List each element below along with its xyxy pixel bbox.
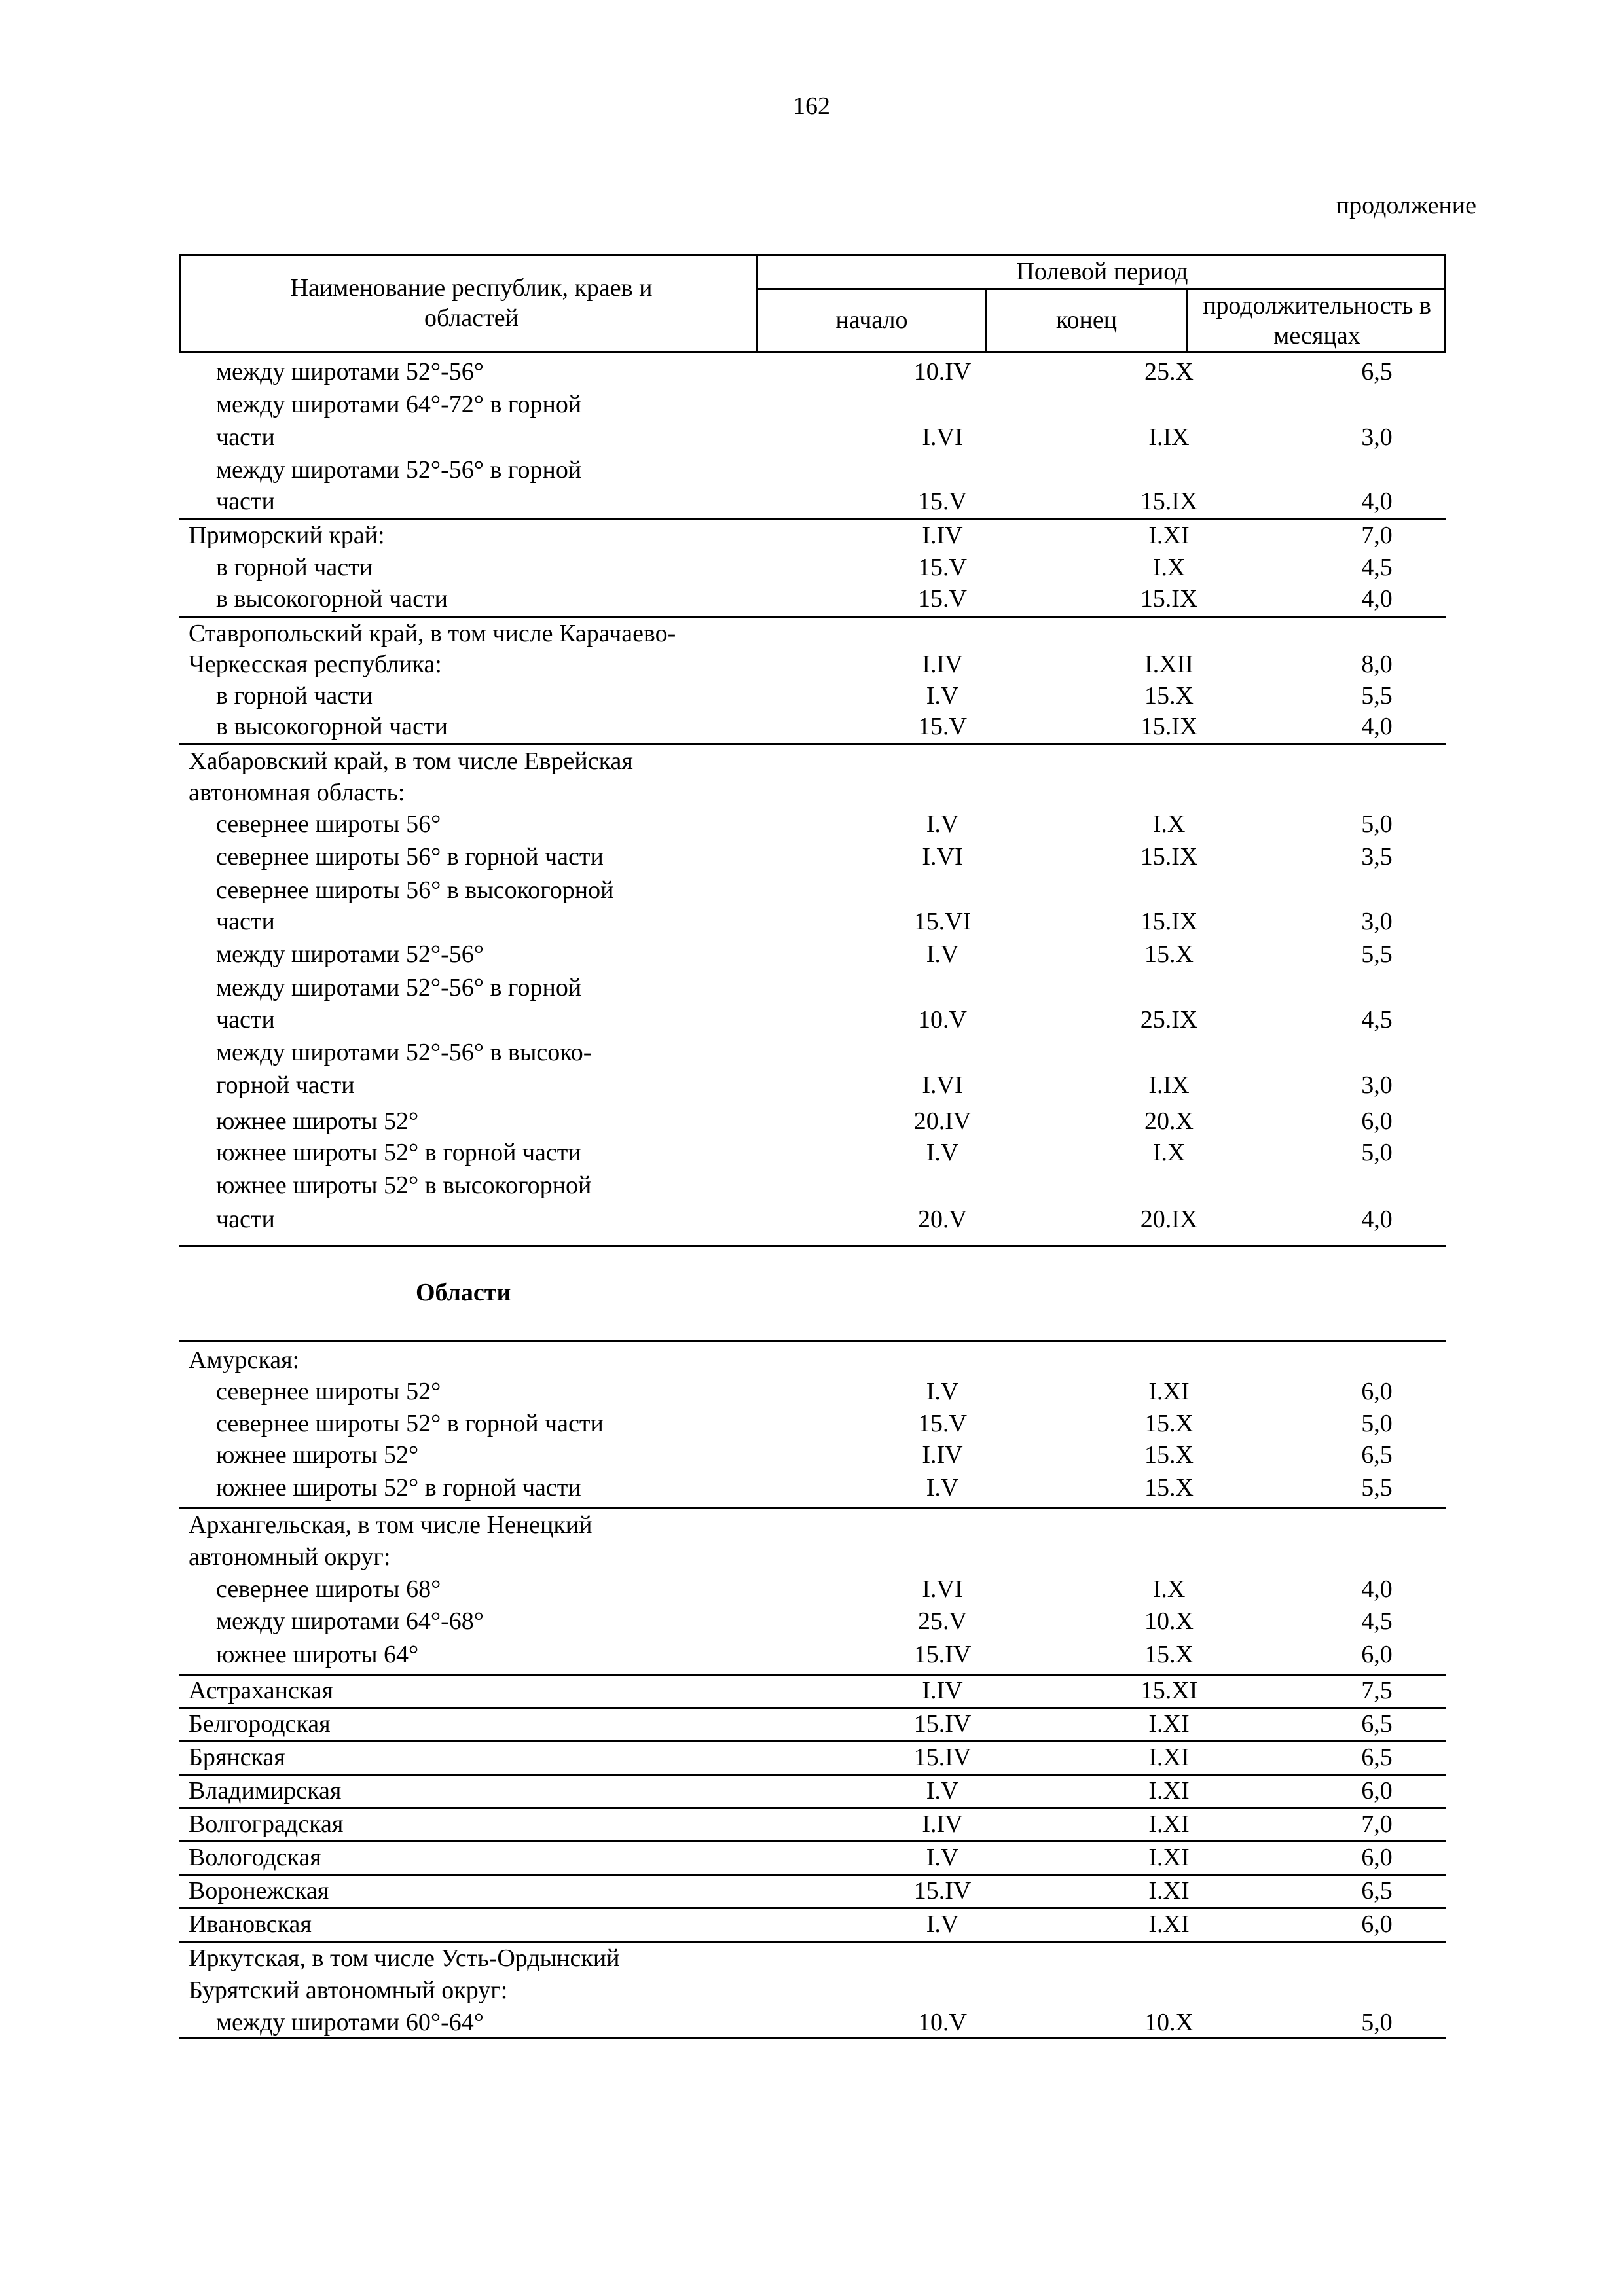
page-number: 162 [793, 92, 830, 120]
table-row: в горной части I.V 15.X 5,5 [216, 682, 1393, 709]
header-name-column: Наименование республик, краев и областей [290, 274, 653, 332]
table-row: между широтами 52°-56° в горной [216, 456, 582, 484]
table-row: Бурятский автономный округ: [189, 1977, 508, 2004]
table-row: Иркутская, в том числе Усть-Ордынский [189, 1945, 620, 1972]
table-row: части I.VI I.IX 3,0 [216, 423, 1393, 451]
header-end: конец [1055, 306, 1118, 334]
table-row: Ставропольский край, в том числе Карачаево- [189, 620, 676, 647]
table-row: Хабаровский край, в том числе Еврейская [189, 747, 633, 775]
table-row: южнее широты 52° в высокогорной [216, 1172, 592, 1199]
table-row: Волгоградская I.IV I.XI 7,0 [189, 1810, 1393, 1838]
table-row: в горной части 15.V I.X 4,5 [216, 554, 1393, 581]
section-title: Области [416, 1279, 511, 1306]
table-row: Брянская 15.IV I.XI 6,5 [189, 1744, 1393, 1771]
header-duration: продолжительность в месяцах [1203, 292, 1431, 350]
table-row: южнее широты 52° в горной части I.V 15.X 5,5 [216, 1474, 1393, 1501]
row-divider [179, 1340, 1446, 1342]
table-row: между широтами 52°-56° в горной [216, 974, 582, 1001]
header-field-period: Полевой период [1016, 258, 1188, 285]
continuation-label: продолжение [1336, 192, 1476, 219]
table-row: Вологодская I.V I.XI 6,0 [189, 1844, 1393, 1871]
header-divider [756, 288, 1446, 290]
table-row: части 15.V 15.IX 4,0 [216, 488, 1393, 515]
table-row: между широтами 64°-72° в горной [216, 391, 582, 418]
table-row: в высокогорной части 15.V 15.IX 4,0 [216, 585, 1393, 613]
table-row: южнее широты 52° I.IV 15.X 6,5 [216, 1441, 1393, 1469]
row-divider [179, 1245, 1446, 1247]
table-row: севернее широты 68° I.VI I.X 4,0 [216, 1575, 1393, 1603]
table-row: Воронежская 15.IV I.XI 6,5 [189, 1877, 1393, 1905]
table-row: между широтами 52°-56° в высоко- [216, 1039, 592, 1066]
table-row: Ивановская I.V I.XI 6,0 [189, 1910, 1393, 1938]
table-row: южнее широты 52° 20.IV 20.X 6,0 [216, 1107, 1393, 1135]
table-row: севернее широты 52° I.V I.XI 6,0 [216, 1378, 1393, 1405]
table-row: Черкесская республика: I.IV I.XII 8,0 [189, 651, 1393, 678]
header-start: начало [835, 306, 908, 334]
table-row: Амурская: [189, 1346, 300, 1374]
table-row: Приморский край: I.IV I.XI 7,0 [189, 522, 1393, 549]
table-row: южнее широты 52° в горной части I.V I.X 5,0 [216, 1139, 1393, 1166]
table-row: Владимирская I.V I.XI 6,0 [189, 1777, 1393, 1804]
table-row: между широтами 52°-56° I.V 15.X 5,5 [216, 941, 1393, 968]
table-row: автономный округ: [189, 1543, 391, 1571]
table-row: между широтами 52°-56° 10.IV 25.X 6,5 [216, 358, 1393, 386]
table-row: севернее широты 56° в высокогорной [216, 876, 614, 904]
table-row: части 20.V 20.IX 4,0 [216, 1206, 1393, 1233]
table-row: Архангельская, в том числе Ненецкий [189, 1511, 593, 1539]
table-row: Астраханская I.IV 15.XI 7,5 [189, 1677, 1393, 1704]
table-row: севернее широты 56° в горной части I.VI 15.IX 3,5 [216, 843, 1393, 870]
table-row: горной части I.VI I.IX 3,0 [216, 1071, 1393, 1099]
table-row: автономная область: [189, 779, 405, 806]
table-row: севернее широты 56° I.V I.X 5,0 [216, 810, 1393, 838]
table-row: в высокогорной части 15.V 15.IX 4,0 [216, 713, 1393, 740]
table-row: южнее широты 64° 15.IV 15.X 6,0 [216, 1641, 1393, 1668]
table-row: севернее широты 52° в горной части 15.V 15.X 5,0 [216, 1410, 1393, 1437]
table-row: между широтами 60°-64° 10.V 10.X 5,0 [216, 2009, 1393, 2036]
table-row: части 15.VI 15.IX 3,0 [216, 908, 1393, 935]
table-row: части 10.V 25.IX 4,5 [216, 1006, 1393, 1033]
table-row: между широтами 64°-68° 25.V 10.X 4,5 [216, 1607, 1393, 1635]
table-row: Белгородская 15.IV I.XI 6,5 [189, 1710, 1393, 1738]
